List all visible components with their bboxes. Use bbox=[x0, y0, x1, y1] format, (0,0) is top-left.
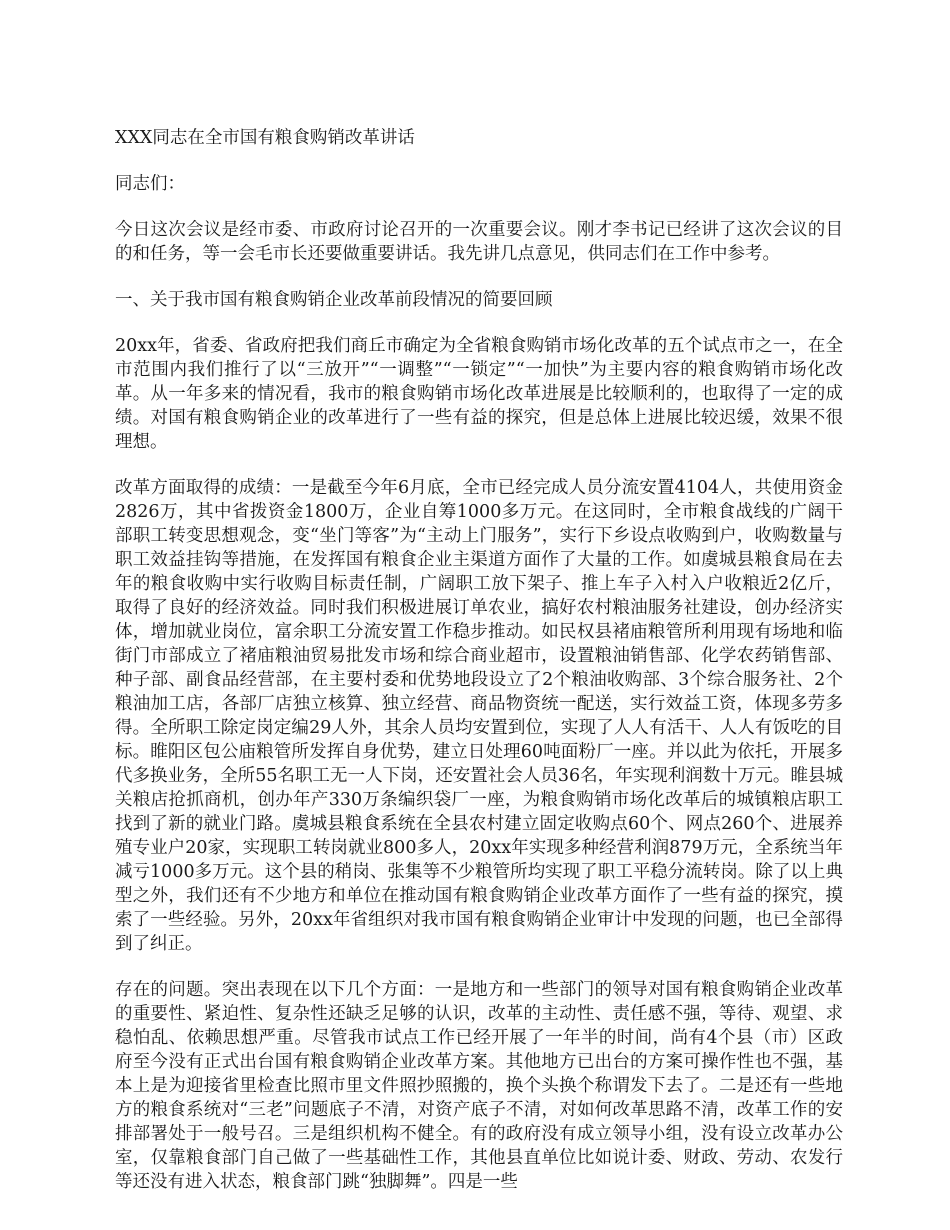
salutation: 同志们： bbox=[115, 174, 185, 194]
paragraph-background: 20xx年，省委、省政府把我们商丘市确定为全省粮食购销市场化改革的五个试点市之一，在全市范围内我们推行了以“三放开”“一调整”“一锁定”“一加快”为主要内容的粮食购销市场化改革。从一年多来的情况看，我市的粮食购销市场化改革进展是比较顺利的，也取得了一定的成绩。对国有粮食购销企业的改革进行了一些有益的探究，但是总体上进展比较迟缓，效果不很理想。 bbox=[115, 336, 843, 452]
paragraph-achievements: 改革方面取得的成绩：一是截至今年6月底，全市已经完成人员分流安置4104人，共使用资金2826万，其中省拨资金1800万，企业自筹1000多万元。在这同时，全市粮食战线的广阔干部职工转变思想观念，变“坐门等客”为“主动上门服务”，实行下乡设点收购到户，收购数量与职工效益挂钩等措施，在发挥国有粮食企业主渠道方面作了大量的工作。如虞城县粮食局在去年的粮食收购中实行收购目标责任制，广阔职工放下架子、推上车子入村入户收粮近2亿斤，取得了良好的经济效益。同时我们积极进展订单农业，搞好农村粮油服务社建设，创办经济实体，增加就业岗位，富余职工分流安置工作稳步推动。如民权县褚庙粮管所利用现有场地和临街门市部成立了褚庙粮油贸易批发市场和综合商业超市，设置粮油销售部、化学农药销售部、种子部、副食品经营部，在主要村委和优势地段设立了2个粮油收购部、3个综合服务社、2个粮油加工店，各部厂店独立核算、独立经营、商品物资统一配送，实行效益工资，体现多劳多得。全所职工除定岗定编29人外，其余人员均安置到位，实现了人人有活干、人人有饭吃的目标。睢阳区包公庙粮管所发挥自身优势，建立日处理60吨面粉厂一座。并以此为依托，开展多代多换业务，全所55名职工无一人下岗，还安置社会人员36名，年实现利润数十万元。睢县城关粮店抢抓商机，创办年产330万条编织袋厂一座，为粮食购销市场化改革后的城镇粮店职工找到了新的就业门路。虞城县粮食系统在全县农村建立固定收购点60个、网点260个、进展养殖专业户20家，实现职工转岗就业800多人，20xx年实现多种经营利润879万元，全系统当年减亏1000多万元。这个县的稍岗、张集等不少粮管所均实现了职工平稳分流转岗。除了以上典型之外，我们还有不少地方和单位在推动国有粮食购销企业改革方面作了一些有益的探究，摸索了一些经验。另外，20xx年省组织对我市国有粮食购销企业审计中发现的问题，也已全部得到了纠正。 bbox=[115, 478, 843, 954]
document-title: XXX同志在全市国有粮食购销改革讲话 bbox=[115, 128, 415, 148]
section-heading: 一、关于我市国有粮食购销企业改革前段情况的简要回顾 bbox=[115, 290, 553, 310]
paragraph-intro: 今日这次会议是经市委、市政府讨论召开的一次重要会议。刚才李书记已经讲了这次会议的目的和任务，等一会毛市长还要做重要讲话。我先讲几点意见，供同志们在工作中参考。 bbox=[115, 220, 843, 264]
paragraph-problems: 存在的问题。突出表现在以下几个方面：一是地方和一些部门的领导对国有粮食购销企业改革的重要性、紧迫性、复杂性还缺乏足够的认识，改革的主动性、责任感不强，等待、观望、求稳怕乱、依赖思想严重。尽管我市试点工作已经开展了一年半的时间，尚有4个县（市）区政府至今没有正式出台国有粮食购销企业改革方案。其他地方已出台的方案可操作性也不强，基本上是为迎接省里检查比照市里文件照抄照搬的，换个头换个称谓发下去了。二是还有一些地方的粮食系统对“三老”问题底子不清，对资产底子不清，对如何改革思路不清，改革工作的安排部署处于一般号召。三是组织机构不健全。有的政府没有成立领导小组，没有设立改革办公室，仅靠粮食部门自己做了一些基础性工作，其他县直单位比如说计委、财政、劳动、农发行等还没有进入状态，粮食部门跳“独脚舞”。四是一些 bbox=[115, 980, 843, 1192]
document-body bbox=[115, 126, 843, 1216]
